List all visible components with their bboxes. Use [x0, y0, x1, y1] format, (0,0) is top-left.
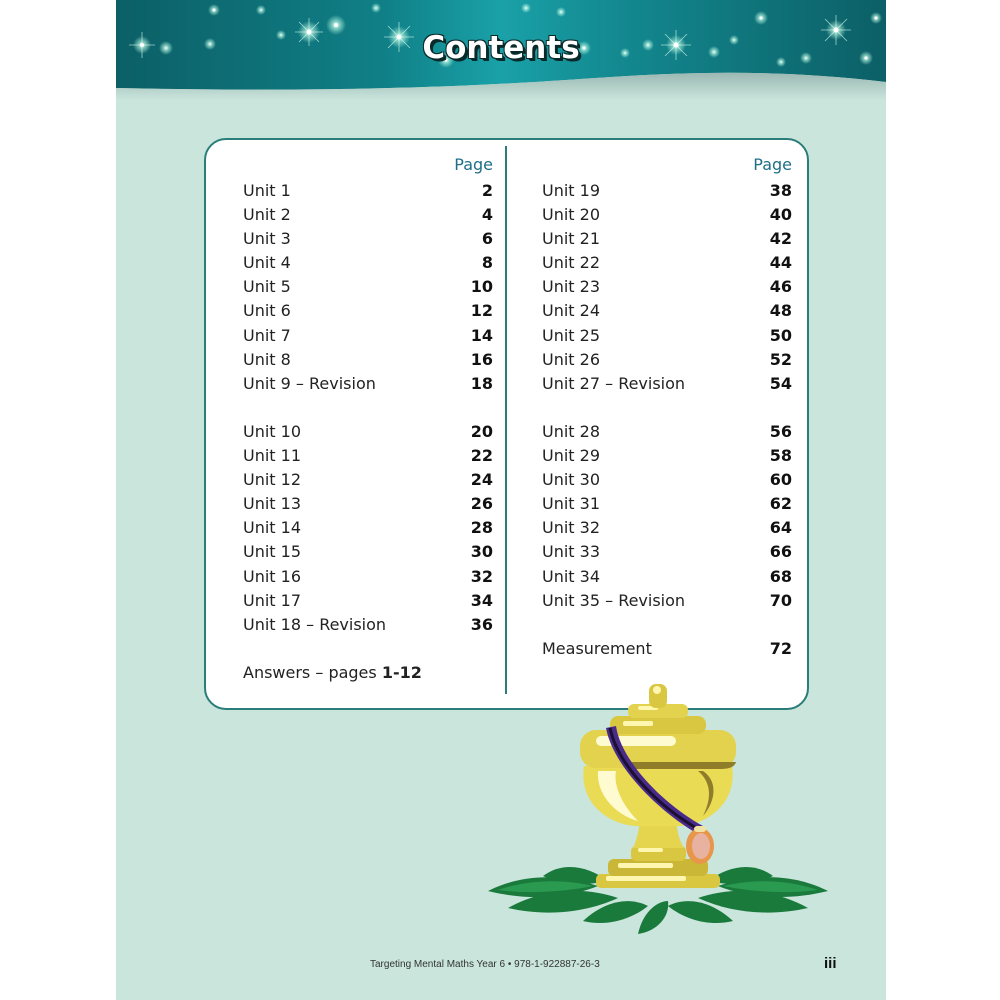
toc-entry[interactable]: Unit 25 50 — [542, 325, 792, 345]
contents-page — [116, 0, 886, 1000]
toc-entry-measurement[interactable]: Measurement 72 — [542, 638, 792, 658]
toc-entry[interactable]: Unit 33 66 — [542, 542, 792, 562]
toc-entry[interactable]: Unit 2 4 — [243, 205, 493, 225]
toc-entry[interactable]: Unit 8 16 — [243, 349, 493, 369]
book-info: Targeting Mental Maths Year 6 • 978-1-922887-26-3 — [370, 959, 600, 970]
column-divider — [505, 146, 507, 694]
toc-entry[interactable]: Unit 14 28 — [243, 518, 493, 538]
toc-entry[interactable]: Unit 26 52 — [542, 349, 792, 369]
toc-entry[interactable]: Unit 13 26 — [243, 494, 493, 514]
toc-entry[interactable]: Unit 10 20 — [243, 421, 493, 441]
toc-entry[interactable]: Unit 18 – Revision 36 — [243, 614, 493, 634]
toc-entry[interactable]: Unit 27 – Revision 54 — [542, 373, 792, 393]
toc-entry[interactable]: Unit 12 24 — [243, 470, 493, 490]
toc-entry[interactable]: Unit 20 40 — [542, 205, 792, 225]
page-title: Contents — [422, 30, 580, 66]
toc-entry[interactable]: Unit 30 60 — [542, 470, 792, 490]
toc-entry[interactable]: Unit 3 6 — [243, 229, 493, 249]
toc-entry[interactable]: Unit 28 56 — [542, 421, 792, 441]
page-column-heading: Page — [454, 155, 493, 174]
toc-entry[interactable]: Unit 32 64 — [542, 518, 792, 538]
toc-entry[interactable]: Unit 23 46 — [542, 277, 792, 297]
toc-entry[interactable]: Unit 21 42 — [542, 229, 792, 249]
header-banner — [116, 0, 886, 100]
toc-entry[interactable]: Unit 11 22 — [243, 446, 493, 466]
toc-entry[interactable]: Unit 6 12 — [243, 301, 493, 321]
toc-entry[interactable]: Unit 24 48 — [542, 301, 792, 321]
toc-entry[interactable]: Unit 31 62 — [542, 494, 792, 514]
toc-entry[interactable]: Unit 15 30 — [243, 542, 493, 562]
toc-entry-answers[interactable]: Answers – pages 1-12 — [243, 662, 422, 682]
toc-entry[interactable]: Unit 16 32 — [243, 566, 493, 586]
toc-entry[interactable]: Unit 4 8 — [243, 253, 493, 273]
toc-entry[interactable]: Unit 1 2 — [243, 181, 493, 200]
toc-entry[interactable]: Unit 9 – Revision 18 — [243, 373, 493, 393]
toc-entry[interactable]: Unit 5 10 — [243, 277, 493, 297]
toc-entry[interactable]: Unit 22 44 — [542, 253, 792, 273]
page-column-heading: Page — [753, 155, 792, 174]
trophy-with-medal-icon — [488, 676, 828, 936]
toc-entry[interactable]: Unit 35 – Revision 70 — [542, 590, 792, 610]
toc-entry[interactable]: Unit 19 38 — [542, 181, 792, 200]
toc-entry[interactable]: Unit 34 68 — [542, 566, 792, 586]
toc-entry[interactable]: Unit 29 58 — [542, 446, 792, 466]
toc-entry[interactable]: Unit 7 14 — [243, 325, 493, 345]
toc-entry[interactable]: Unit 17 34 — [243, 590, 493, 610]
page-number: iii — [824, 955, 837, 972]
